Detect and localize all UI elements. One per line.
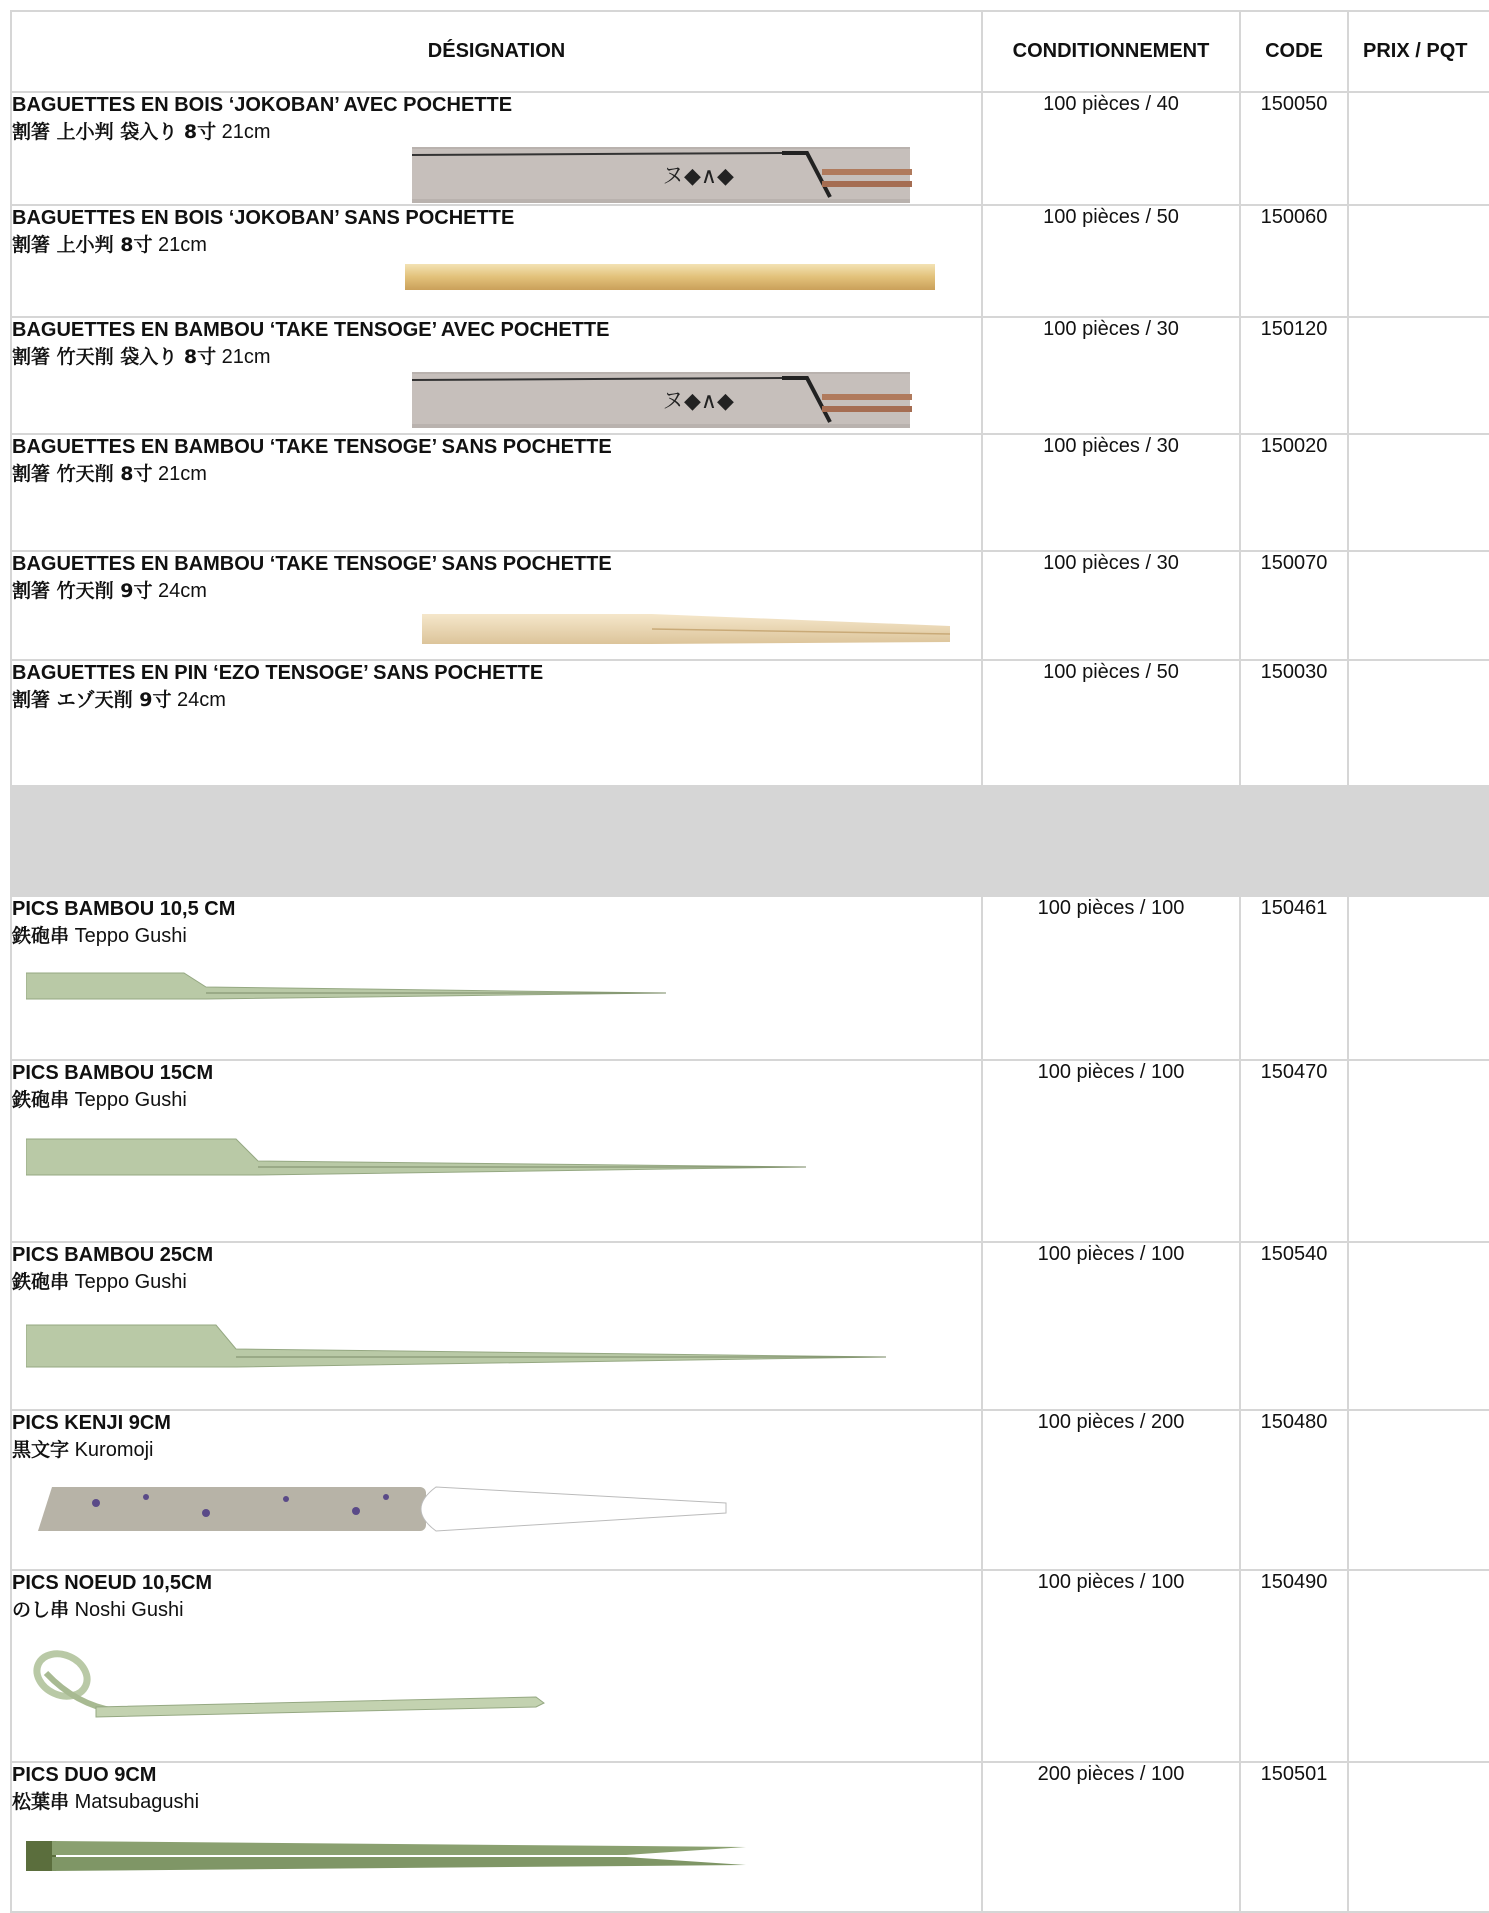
product-subtitle: 割箸 上小判 8寸 21cm [12, 234, 207, 256]
conditionnement-cell: 100 pièces / 50 [982, 660, 1240, 786]
designation-cell [11, 1410, 982, 1570]
table-row [11, 896, 1489, 1060]
designation-cell [11, 660, 982, 786]
code-cell: 150490 [1240, 1570, 1348, 1762]
product-title: BAGUETTES EN BAMBOU ‘TAKE TENSOGE’ SANS POCHETTE [12, 436, 612, 458]
product-title: PICS KENJI 9CM [12, 1412, 171, 1434]
designation-cell [11, 92, 982, 205]
product-subtitle: 割箸 竹天削 9寸 24cm [12, 580, 207, 602]
table-row [11, 434, 1489, 551]
product-subtitle: 割箸 竹天削 袋入り 8寸 21cm [12, 346, 271, 368]
conditionnement-cell: 100 pièces / 30 [982, 317, 1240, 434]
code-cell: 150020 [1240, 434, 1348, 551]
product-title: BAGUETTES EN BAMBOU ‘TAKE TENSOGE’ AVEC POCHETTE [12, 319, 610, 341]
conditionnement-cell: 100 pièces / 100 [982, 1570, 1240, 1762]
teppo-skewer-image [26, 1133, 806, 1183]
svg-text:ヌ◆∧◆: ヌ◆∧◆ [662, 389, 734, 414]
price-cell [1348, 92, 1489, 205]
price-cell [1348, 1410, 1489, 1570]
teppo-skewer-image [26, 1319, 886, 1375]
designation-cell [11, 1242, 982, 1410]
product-subtitle: 割箸 上小判 袋入り 8寸 21cm [12, 121, 271, 143]
code-cell: 150470 [1240, 1060, 1348, 1242]
price-cell [1348, 434, 1489, 551]
code-cell: 150120 [1240, 317, 1348, 434]
table-row [11, 92, 1489, 205]
header-prix: PRIX / PQT [1348, 11, 1489, 92]
product-subtitle: 黒文字 Kuromoji [12, 1439, 154, 1461]
separator-cell [982, 786, 1240, 896]
code-cell: 150070 [1240, 551, 1348, 660]
designation-cell [11, 317, 982, 434]
chopsticks-bare-image [405, 260, 935, 294]
teppo-skewer-image [26, 969, 666, 1009]
designation-cell [11, 1762, 982, 1912]
product-subtitle: 鉄砲串 Teppo Gushi [12, 1271, 187, 1293]
product-subtitle: のし串 Noshi Gushi [12, 1599, 184, 1621]
separator-row [11, 786, 1489, 896]
product-subtitle: 鉄砲串 Teppo Gushi [12, 925, 187, 947]
code-cell: 150060 [1240, 205, 1348, 317]
product-title: PICS NOEUD 10,5CM [12, 1572, 213, 1594]
product-title: PICS BAMBOU 10,5 CM [12, 898, 236, 920]
product-title: PICS DUO 9CM [12, 1764, 157, 1786]
header-conditionnement: CONDITIONNEMENT [982, 11, 1240, 92]
product-subtitle: 割箸 エゾ天削 9寸 24cm [12, 689, 226, 711]
code-cell: 150050 [1240, 92, 1348, 205]
designation-cell [11, 896, 982, 1060]
conditionnement-cell: 100 pièces / 40 [982, 92, 1240, 205]
product-title: PICS BAMBOU 25CM [12, 1244, 214, 1266]
price-cell [1348, 1242, 1489, 1410]
designation-cell [11, 1570, 982, 1762]
conditionnement-cell: 100 pièces / 100 [982, 896, 1240, 1060]
code-cell: 150461 [1240, 896, 1348, 1060]
duo-pick-image [26, 1837, 746, 1877]
conditionnement-cell: 100 pièces / 30 [982, 551, 1240, 660]
separator-cell [1240, 786, 1348, 896]
table-row [11, 1570, 1489, 1762]
code-cell: 150540 [1240, 1242, 1348, 1410]
product-subtitle: 割箸 竹天削 8寸 21cm [12, 463, 207, 485]
price-cell [1348, 317, 1489, 434]
designation-cell [11, 434, 982, 551]
conditionnement-cell: 100 pièces / 100 [982, 1060, 1240, 1242]
header-designation: DÉSIGNATION [11, 11, 982, 92]
separator-cell [1348, 786, 1489, 896]
product-title: BAGUETTES EN BAMBOU ‘TAKE TENSOGE’ SANS POCHETTE [12, 553, 612, 575]
price-cell [1348, 1570, 1489, 1762]
chopsticks-tapered-image [422, 612, 952, 646]
designation-cell [11, 205, 982, 317]
table-row [11, 551, 1489, 660]
table-row [11, 660, 1489, 786]
code-cell: 150501 [1240, 1762, 1348, 1912]
table-row [11, 205, 1489, 317]
table-row [11, 1762, 1489, 1912]
product-subtitle: 松葉串 Matsubagushi [12, 1791, 200, 1813]
price-cell [1348, 1060, 1489, 1242]
price-cell [1348, 205, 1489, 317]
table-row [11, 317, 1489, 434]
chopsticks-with-sleeve-image [412, 370, 912, 430]
header-code: CODE [1240, 11, 1348, 92]
code-cell: 150030 [1240, 660, 1348, 786]
designation-cell [11, 551, 982, 660]
table-row [11, 1410, 1489, 1570]
chopsticks-with-sleeve-image [412, 145, 912, 205]
table-row [11, 1060, 1489, 1242]
conditionnement-cell: 100 pièces / 30 [982, 434, 1240, 551]
product-title: BAGUETTES EN BOIS ‘JOKOBAN’ AVEC POCHETTE [12, 94, 513, 116]
conditionnement-cell: 100 pièces / 200 [982, 1410, 1240, 1570]
product-title: BAGUETTES EN PIN ‘EZO TENSOGE’ SANS POCHETTE [12, 662, 544, 684]
product-table [10, 10, 1489, 1913]
code-cell: 150480 [1240, 1410, 1348, 1570]
product-subtitle: 鉄砲串 Teppo Gushi [12, 1089, 187, 1111]
knot-pick-image [26, 1645, 546, 1725]
price-cell [1348, 896, 1489, 1060]
conditionnement-cell: 100 pièces / 50 [982, 205, 1240, 317]
product-title: PICS BAMBOU 15CM [12, 1062, 214, 1084]
conditionnement-cell: 100 pièces / 100 [982, 1242, 1240, 1410]
designation-cell [11, 1060, 982, 1242]
table-row [11, 1242, 1489, 1410]
header-row [11, 11, 1489, 92]
kuromoji-pick-image [26, 1483, 736, 1535]
conditionnement-cell: 200 pièces / 100 [982, 1762, 1240, 1912]
svg-text:ヌ◆∧◆: ヌ◆∧◆ [662, 164, 734, 189]
price-cell [1348, 551, 1489, 660]
separator-cell [11, 786, 982, 896]
price-cell [1348, 1762, 1489, 1912]
product-title: BAGUETTES EN BOIS ‘JOKOBAN’ SANS POCHETTE [12, 207, 515, 229]
price-cell [1348, 660, 1489, 786]
